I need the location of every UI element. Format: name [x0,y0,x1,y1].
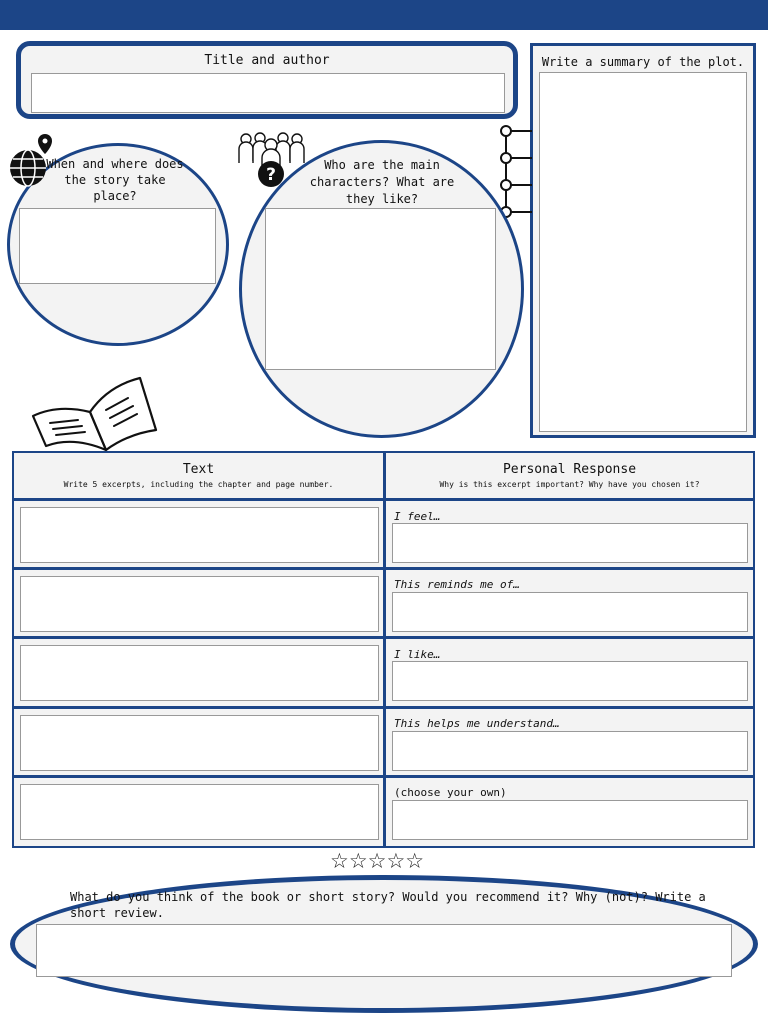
response-field-3[interactable] [392,661,748,701]
text-column-header: Text [182,462,215,477]
star-rating[interactable]: ☆☆☆☆☆ [330,849,425,873]
response-field-2[interactable] [392,592,748,632]
response-column-subheader: Why is this excerpt important? Why have you chosen it? [439,480,700,489]
open-book-icon [28,376,160,454]
title-author-panel [16,41,518,119]
plot-summary-panel [530,43,756,438]
response-prompt-1: I feel… [394,510,441,523]
setting-label: When and where does the story take place? [46,157,184,203]
plot-summary-label: Write a summary of the plot. [541,55,745,69]
svg-text:?: ? [266,165,276,185]
response-prompt-4: This helps me understand… [394,717,560,730]
plot-summary-field[interactable] [539,72,747,432]
response-prompt-5: (choose your own) [394,786,507,799]
excerpt-response-table [12,451,755,848]
characters-label: Who are the main characters? What are they like? [309,158,455,206]
review-label: What do you think of the book or short story? Would you recommend it? Why (not)? Write a short review. [70,890,706,920]
excerpt-field-2[interactable] [20,576,379,632]
excerpt-field-4[interactable] [20,715,379,771]
header-bar [0,0,768,30]
response-column-header: Personal Response [502,462,637,477]
response-field-5[interactable] [392,800,748,840]
title-author-label: Title and author [204,53,330,68]
setting-field[interactable] [19,208,216,284]
response-field-1[interactable] [392,523,748,563]
response-field-4[interactable] [392,731,748,771]
timeline-icon [496,124,532,220]
text-column-subheader: Write 5 excerpts, including the chapter and page number. [63,480,334,489]
response-prompt-2: This reminds me of… [394,578,520,591]
excerpt-field-5[interactable] [20,784,379,840]
globe-location-icon [8,132,56,188]
people-question-icon [237,131,307,189]
title-author-field[interactable] [31,73,505,113]
review-field[interactable] [36,924,732,977]
response-prompt-3: I like… [394,648,441,661]
characters-field[interactable] [265,208,496,370]
excerpt-field-1[interactable] [20,507,379,563]
excerpt-field-3[interactable] [20,645,379,701]
